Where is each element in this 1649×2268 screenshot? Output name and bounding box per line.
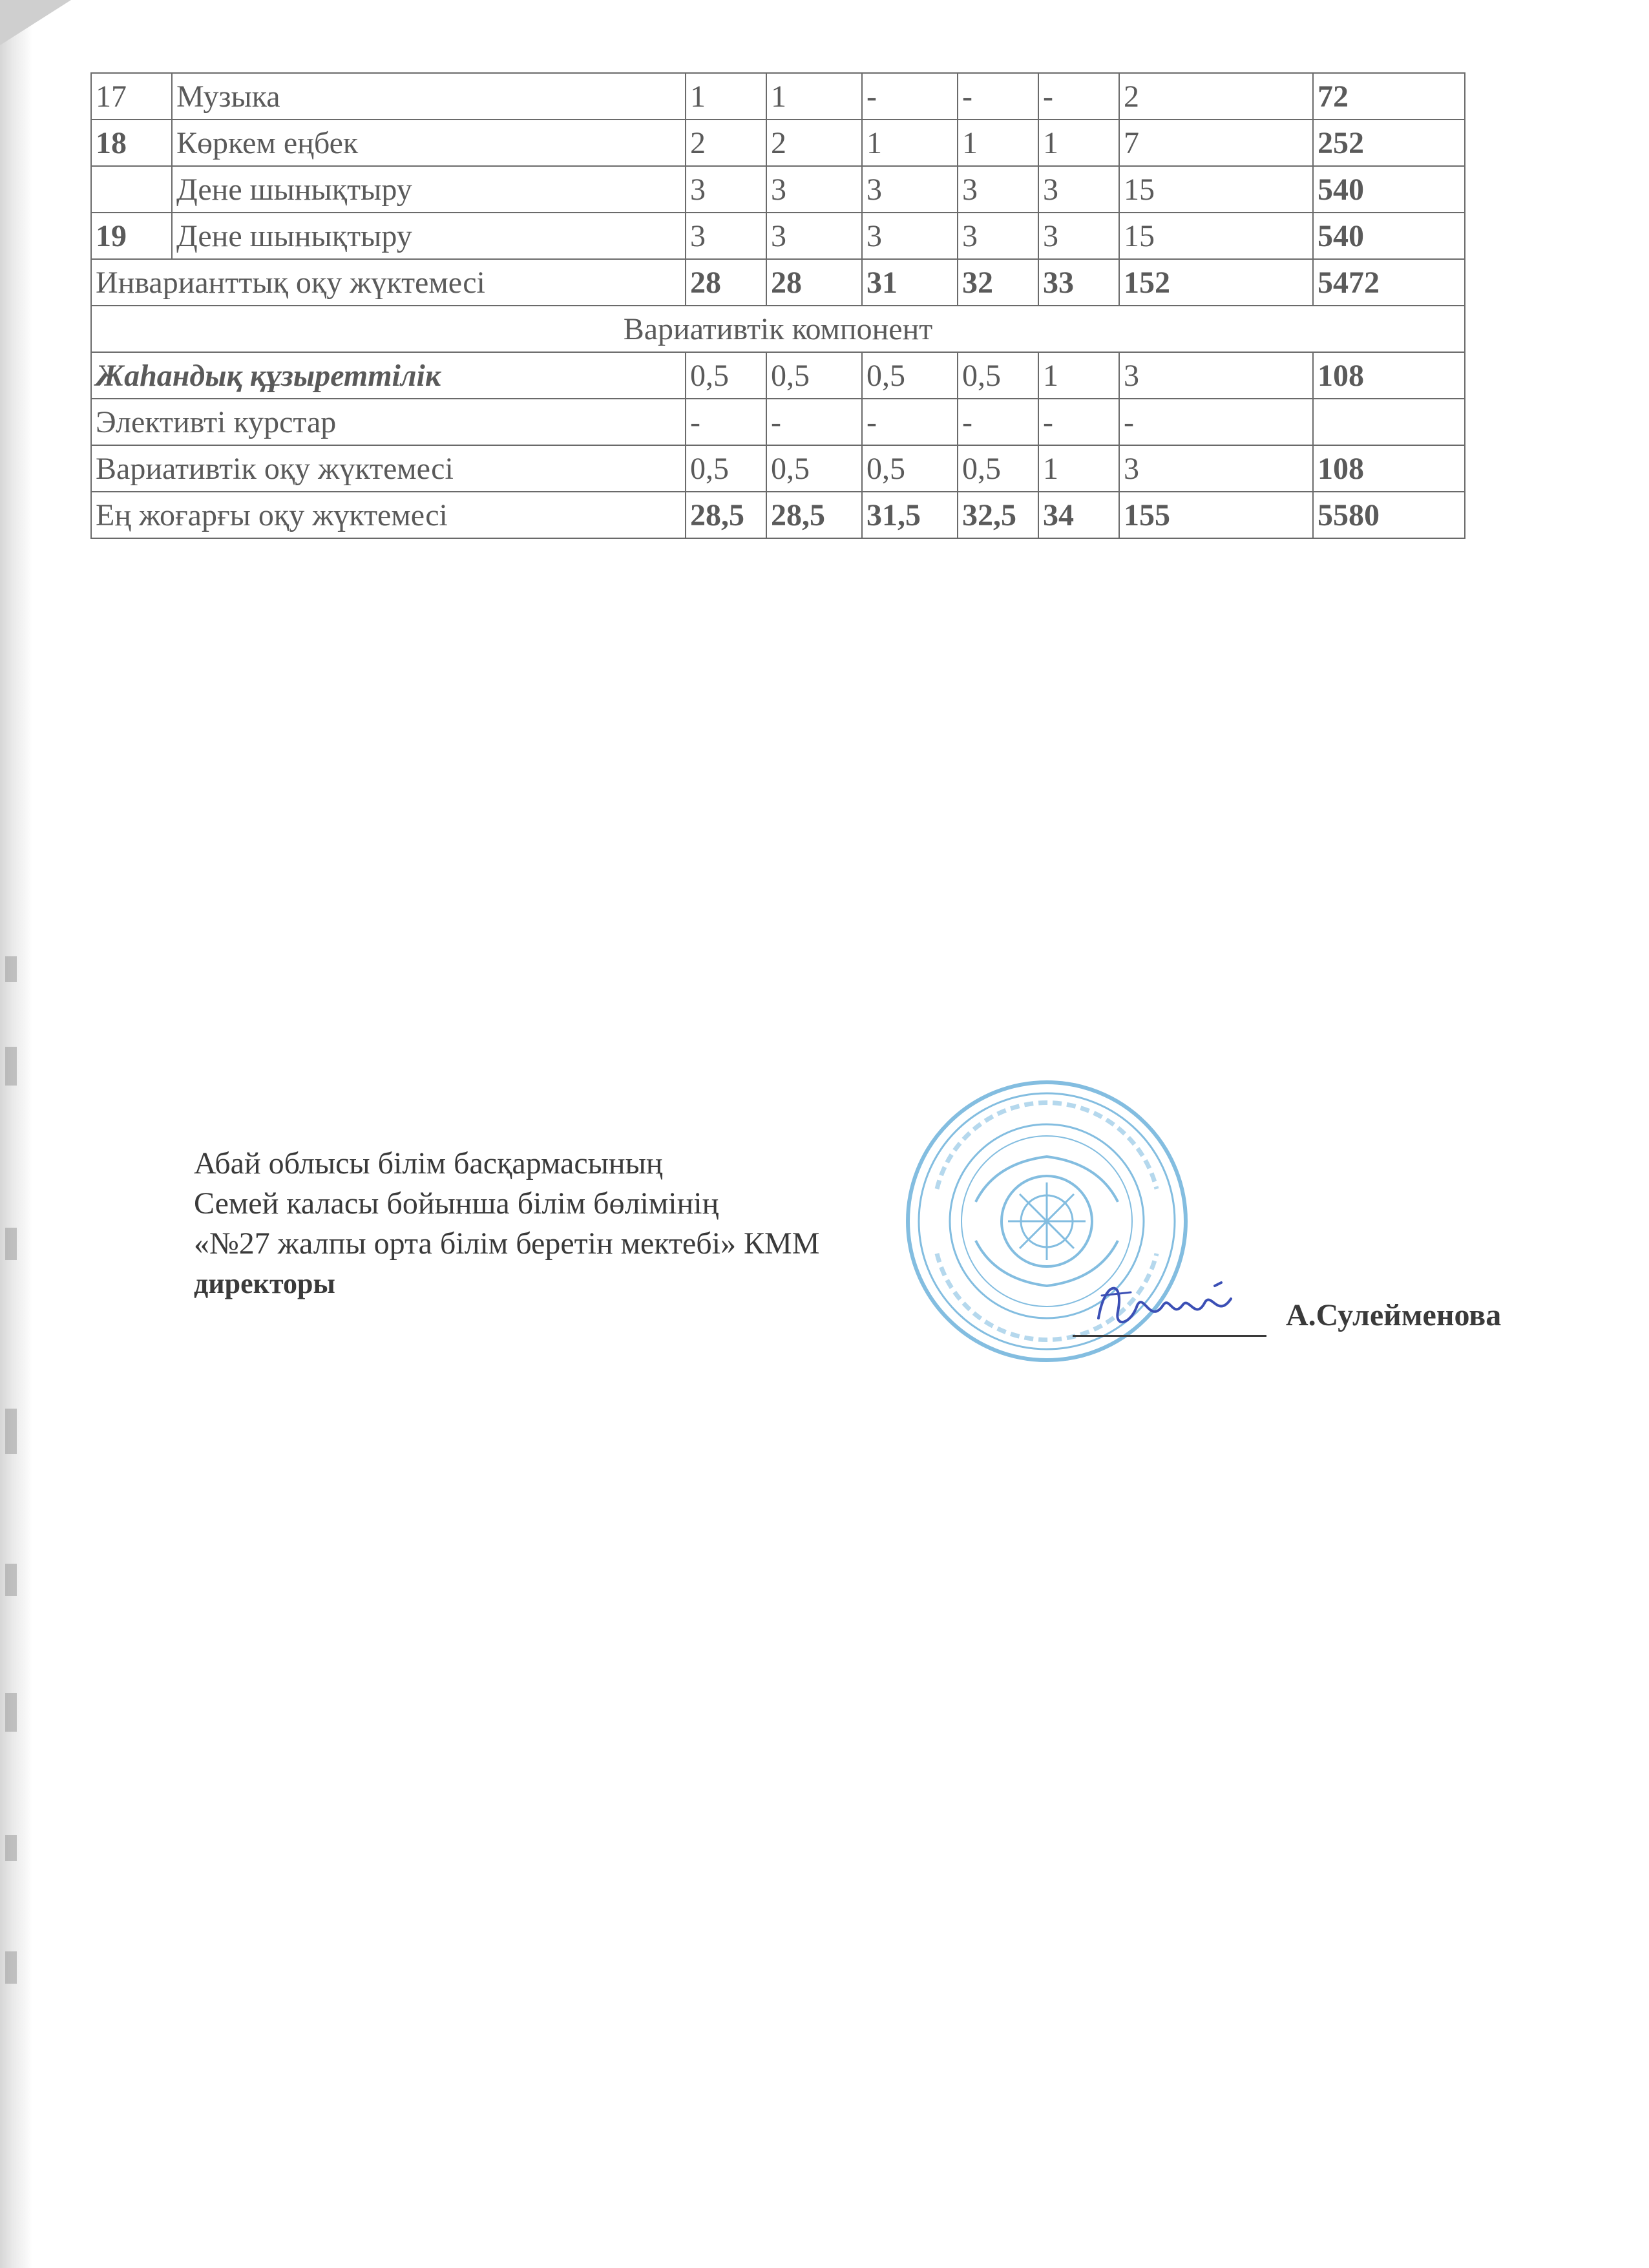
grade-hours: 1 [1038, 352, 1119, 399]
organization-line-2: Семей каласы бойынша білім бөлімінің [194, 1186, 719, 1221]
grade-hours: 2 [686, 120, 766, 166]
grade-hours: 34 [1038, 492, 1119, 538]
grade-hours: 0,5 [766, 445, 862, 492]
weekly-total: 155 [1119, 492, 1313, 538]
grade-hours: 1 [862, 120, 958, 166]
grade-hours: 3 [862, 213, 958, 259]
grade-hours: 0,5 [862, 352, 958, 399]
scan-artifact [5, 1564, 17, 1596]
table-row [91, 213, 1465, 259]
max-load-label: Ең жоғарғы оқу жүктемесі [91, 492, 686, 538]
yearly-total [1313, 399, 1465, 445]
curriculum-table [90, 72, 1465, 539]
global-competence-row [91, 352, 1465, 399]
signature-line [1073, 1335, 1266, 1337]
yearly-total: 72 [1313, 73, 1465, 120]
grade-hours: 1 [958, 120, 1038, 166]
grade-hours: 3 [766, 213, 862, 259]
scan-artifact [5, 1835, 17, 1861]
table-row [91, 73, 1465, 120]
page-corner-fold [0, 0, 71, 45]
grade-hours: 1 [1038, 445, 1119, 492]
handwritten-signature [1092, 1266, 1254, 1344]
weekly-total: 15 [1119, 213, 1313, 259]
weekly-total: 15 [1119, 166, 1313, 213]
yearly-total: 540 [1313, 166, 1465, 213]
grade-hours: - [862, 399, 958, 445]
grade-hours: 0,5 [686, 445, 766, 492]
grade-hours: 1 [766, 73, 862, 120]
grade-hours: 3 [766, 166, 862, 213]
scan-artifact [5, 1047, 17, 1086]
grade-hours: 0,5 [766, 352, 862, 399]
organization-line-1: Абай облысы білім басқармасының [194, 1146, 663, 1181]
organization-line-3: «№27 жалпы орта білім беретін мектебі» КММ [194, 1226, 820, 1261]
yearly-total: 108 [1313, 352, 1465, 399]
scan-artifact [5, 1228, 17, 1260]
grade-hours: 3 [958, 213, 1038, 259]
weekly-total: 152 [1119, 259, 1313, 306]
grade-hours: 0,5 [862, 445, 958, 492]
electives-row [91, 399, 1465, 445]
yearly-total: 5472 [1313, 259, 1465, 306]
row-number [91, 166, 172, 213]
scan-artifact [5, 956, 17, 982]
row-number: 19 [91, 213, 172, 259]
grade-hours: 28,5 [766, 492, 862, 538]
subject-name: Музыка [172, 73, 686, 120]
table-row [91, 166, 1465, 213]
grade-hours: 1 [686, 73, 766, 120]
grade-hours: 2 [766, 120, 862, 166]
variative-load-label: Вариативтік оқу жүктемесі [91, 445, 686, 492]
signature-block [194, 1144, 819, 1304]
subject-name: Дене шынықтыру [172, 213, 686, 259]
grade-hours: - [958, 73, 1038, 120]
grade-hours: 31 [862, 259, 958, 306]
grade-hours: 28,5 [686, 492, 766, 538]
grade-hours: 3 [1038, 166, 1119, 213]
weekly-total: 2 [1119, 73, 1313, 120]
weekly-total: 3 [1119, 445, 1313, 492]
grade-hours: - [686, 399, 766, 445]
weekly-total: - [1119, 399, 1313, 445]
subject-name: Көркем еңбек [172, 120, 686, 166]
max-load-row [91, 492, 1465, 538]
grade-hours: 0,5 [686, 352, 766, 399]
scan-shadow-edge [0, 0, 32, 2268]
invariant-load-label: Инварианттық оқу жүктемесі [91, 259, 686, 306]
grade-hours: - [1038, 399, 1119, 445]
grade-hours: - [958, 399, 1038, 445]
weekly-total: 7 [1119, 120, 1313, 166]
scan-artifact [5, 1693, 17, 1732]
yearly-total: 108 [1313, 445, 1465, 492]
grade-hours: 3 [958, 166, 1038, 213]
global-competence-label: Жаһандық құзыреттілік [91, 352, 686, 399]
grade-hours: 1 [1038, 120, 1119, 166]
row-number: 17 [91, 73, 172, 120]
scan-artifact [5, 1409, 17, 1454]
section-header-row [91, 306, 1465, 352]
grade-hours: 3 [862, 166, 958, 213]
grade-hours: 3 [686, 166, 766, 213]
yearly-total: 252 [1313, 120, 1465, 166]
grade-hours: - [1038, 73, 1119, 120]
table-row [91, 120, 1465, 166]
row-number: 18 [91, 120, 172, 166]
scan-artifact [5, 1951, 17, 1984]
grade-hours: 31,5 [862, 492, 958, 538]
grade-hours: 28 [686, 259, 766, 306]
variative-load-row [91, 445, 1465, 492]
electives-label: Элективті курстар [91, 399, 686, 445]
grade-hours: 32 [958, 259, 1038, 306]
signer-name: А.Сулейменова [1286, 1298, 1502, 1332]
grade-hours: - [862, 73, 958, 120]
grade-hours: 0,5 [958, 352, 1038, 399]
grade-hours: 0,5 [958, 445, 1038, 492]
grade-hours: 28 [766, 259, 862, 306]
weekly-total: 3 [1119, 352, 1313, 399]
signer-role: директоры [194, 1268, 335, 1299]
grade-hours: - [766, 399, 862, 445]
subject-name: Дене шынықтыру [172, 166, 686, 213]
grade-hours: 3 [1038, 213, 1119, 259]
grade-hours: 33 [1038, 259, 1119, 306]
grade-hours: 32,5 [958, 492, 1038, 538]
grade-hours: 3 [686, 213, 766, 259]
invariant-load-row [91, 259, 1465, 306]
yearly-total: 540 [1313, 213, 1465, 259]
variative-component-header: Вариативтік компонент [91, 306, 1465, 352]
yearly-total: 5580 [1313, 492, 1465, 538]
